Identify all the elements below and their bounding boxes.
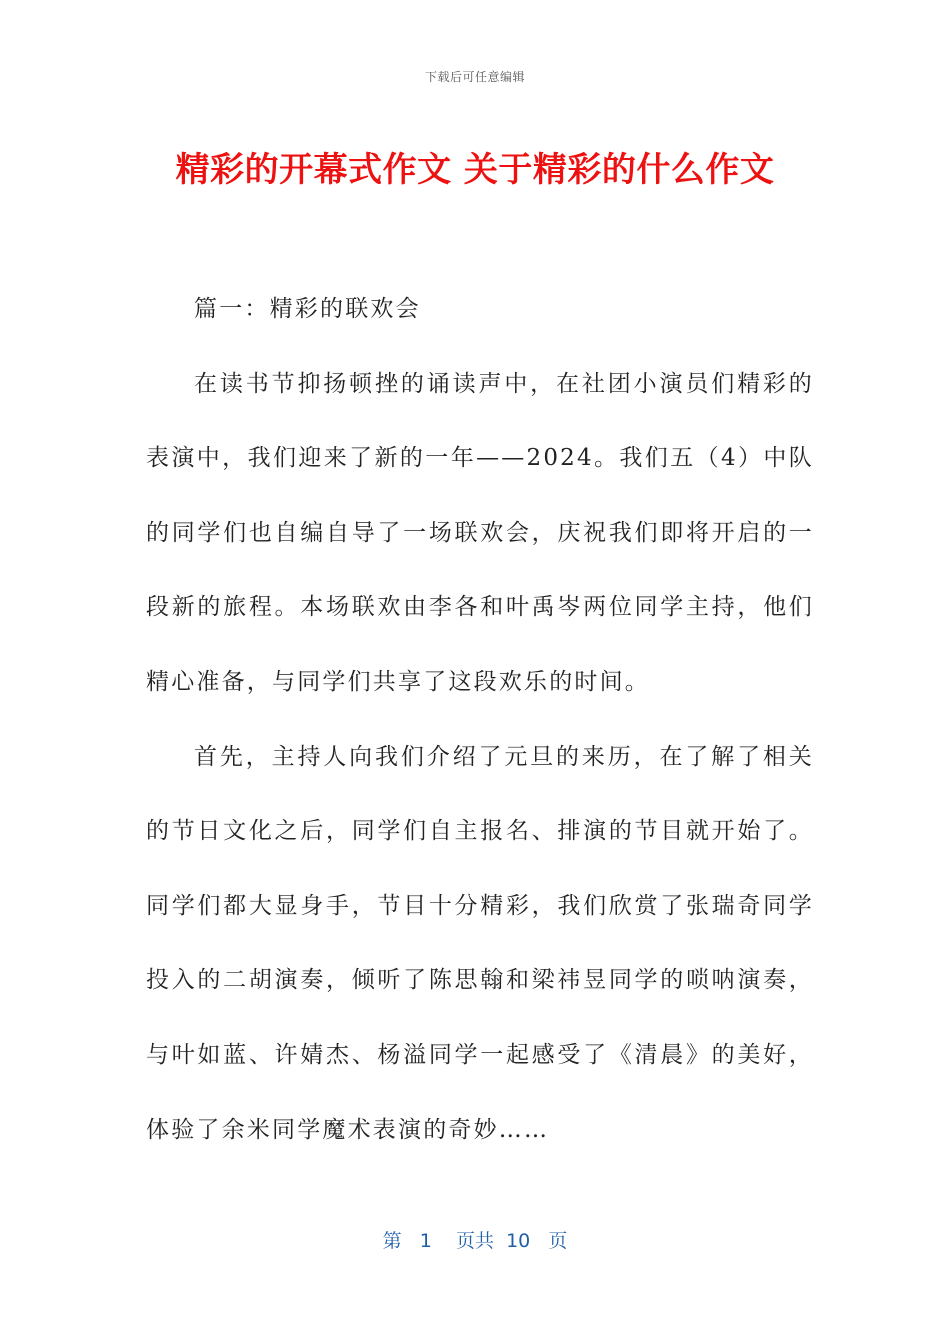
header-note: 下载后可任意编辑 — [424, 70, 525, 84]
document-title: 精彩的开幕式作文 关于精彩的什么作文 — [175, 150, 775, 190]
page-footer — [0, 1226, 950, 1253]
section-heading: 篇一：精彩的联欢会 — [194, 296, 421, 322]
paragraph: 首先，主持人向我们介绍了元旦的来历，在了解了相关的节日文化之后，同学们自主报名、排演的节目就开始了。同学们都大显身手，节目十分精彩，我们欣赏了张瑞奇同学投入的二胡演奏，倾听了陈思翰和梁祎昱同学的唢呐演奏，与叶如蓝、许婧杰、杨溢同学一起感受了《清晨》的美好，体验了余米同学魔术表演的奇妙…… — [146, 743, 814, 1143]
page-middle: 页共 — [455, 1230, 494, 1252]
document-body — [146, 272, 814, 1167]
page-suffix: 页 — [548, 1230, 568, 1252]
paragraph: 在读书节抑扬顿挫的诵读声中，在社团小演员们精彩的表演中，我们迎来了新的一年——2024。我们五（4）中队的同学们也自编自导了一场联欢会，庆祝我们即将开启的一段新的旅程。本场联欢由李各和叶禹岑两位同学主持，他们精心准备，与同学们共享了这段欢乐的时间。 — [146, 370, 814, 695]
page-prefix: 第 — [382, 1230, 402, 1252]
current-page-number: 1 — [419, 1230, 432, 1252]
total-page-count: 10 — [506, 1230, 531, 1252]
